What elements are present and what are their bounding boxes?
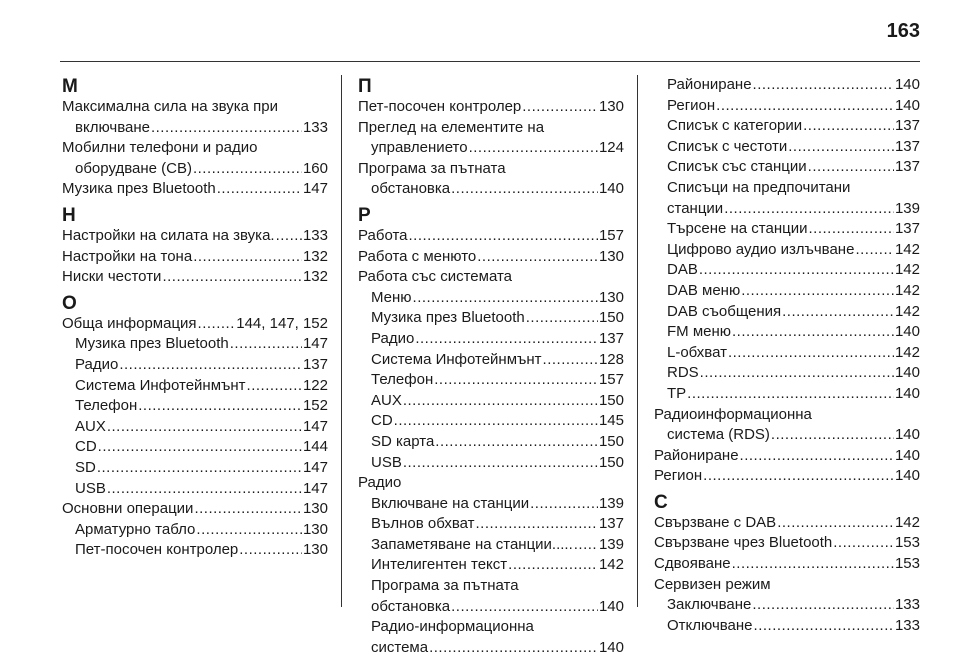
dot-leader: [97, 458, 302, 479]
entry-page: 130: [302, 500, 328, 518]
entry-text: Пет-посочен контролер: [358, 98, 522, 115]
index-entry: [654, 513, 920, 534]
dot-leader: [724, 199, 894, 220]
entry-page: 142: [894, 261, 920, 279]
index-letter: О: [62, 292, 77, 314]
entry-page: 130: [598, 247, 624, 265]
dot-leader: [700, 363, 894, 384]
column-divider-1: [341, 75, 342, 607]
entry-text: Списък с категории: [667, 117, 803, 135]
dot-leader: [451, 597, 598, 618]
dot-leader: [808, 157, 894, 178]
entry-text: L-обхват: [667, 343, 727, 361]
dot-leader: [403, 453, 598, 474]
entry-continuation: [62, 118, 328, 139]
entry-text: DAB съобщения: [667, 302, 782, 320]
entry-text: Програма за пътната: [371, 577, 519, 595]
dot-leader: [741, 281, 894, 302]
index-section: [62, 206, 328, 288]
entry-page: 142: [894, 281, 920, 299]
dot-leader: [803, 116, 894, 137]
dot-leader: [477, 247, 598, 268]
entry-page: 142: [598, 556, 624, 574]
index-subentry: [358, 391, 624, 412]
index-subentry: [62, 520, 328, 541]
index-subentry: [654, 178, 920, 219]
entry-page: 153: [894, 555, 920, 573]
entry-text: CD: [75, 438, 97, 456]
entry-page: 137: [598, 329, 624, 347]
dot-leader: [429, 638, 598, 659]
dot-leader: [409, 226, 598, 247]
entry-text-cont: станции: [667, 199, 724, 217]
index-subentry: [654, 322, 920, 343]
page-number: 163: [886, 20, 920, 42]
index-entry-heading: Сервизен режим: [654, 575, 771, 593]
dot-leader: [716, 96, 894, 117]
entry-page: 133: [302, 118, 328, 136]
index-subentry: [62, 458, 328, 479]
entry-page: 137: [598, 515, 624, 533]
index-subentry: [654, 384, 920, 405]
entry-text-cont: система: [371, 638, 429, 656]
index-subentry: [654, 137, 920, 158]
dot-leader: [162, 267, 302, 288]
index-subentry: [62, 355, 328, 376]
dot-leader: [522, 97, 598, 118]
index-entry: [358, 97, 624, 118]
dot-leader: [247, 376, 302, 397]
dot-leader: [508, 555, 598, 576]
entry-text: Цифрово аудио излъчване: [667, 240, 855, 258]
entry-text-cont: включване: [75, 118, 150, 136]
entry-text: Система Инфотейнмънт: [371, 350, 542, 368]
index-subentry: [654, 595, 920, 616]
entry-text: Отключване: [667, 616, 753, 634]
dot-leader: [740, 446, 894, 467]
entry-text: Списък със станции: [667, 158, 807, 176]
entry-text: Телефон: [75, 397, 138, 415]
dot-leader: [239, 540, 302, 561]
index-entry: [654, 554, 920, 575]
entry-text: Списъци на предпочитани: [667, 178, 851, 196]
dot-leader: [98, 437, 302, 458]
entry-text: TP: [667, 384, 687, 402]
dot-leader: [728, 343, 894, 364]
entry-page: 140: [894, 76, 920, 93]
entry-page: 128: [598, 350, 624, 368]
index-entry: [358, 118, 624, 159]
entry-text: Максимална сила на звука при: [62, 98, 279, 115]
entry-text: Радио: [371, 329, 415, 347]
entry-page: 147: [302, 479, 328, 497]
index-letter: С: [654, 491, 668, 513]
entry-continuation: [358, 179, 624, 200]
entry-page: 130: [302, 541, 328, 559]
index-section: [358, 206, 624, 658]
index-subentry: [358, 514, 624, 535]
dot-leader: [394, 411, 598, 432]
dot-leader: [574, 535, 598, 556]
index-subentry: [654, 75, 920, 96]
index-subentry: [358, 288, 624, 309]
entry-text: Вълнов обхват: [371, 515, 475, 533]
dot-leader: [151, 118, 302, 139]
dot-leader: [752, 595, 894, 616]
dot-leader: [753, 75, 894, 96]
index-subentry: [654, 343, 920, 364]
index-section: [654, 75, 920, 487]
index-subentry: [358, 350, 624, 371]
index-subentry: [358, 411, 624, 432]
dot-leader: [276, 226, 302, 247]
index-entry: [654, 533, 920, 554]
index-subentry: [358, 494, 624, 515]
entry-text: Свързване с DAB: [654, 513, 777, 531]
dot-leader: [434, 370, 598, 391]
index-subentry: [654, 219, 920, 240]
column-divider-2: [637, 75, 638, 607]
entry-text: Обща информация: [62, 314, 197, 332]
index-subentry: [62, 396, 328, 417]
entry-text: CD: [371, 412, 393, 430]
entry-text: DAB: [667, 261, 698, 279]
entry-text: Регион: [667, 96, 716, 114]
entry-continuation: [358, 638, 624, 659]
entry-page: 122: [302, 376, 328, 394]
entry-page: 140: [894, 364, 920, 382]
entry-text: Радио: [75, 355, 119, 373]
entry-page: 144: [302, 438, 328, 456]
entry-text: Настройки на силата на звука.: [62, 226, 275, 244]
entry-text: Ниски честоти: [62, 268, 162, 286]
entry-text: Райониране: [654, 446, 739, 464]
entry-text: Работа: [358, 226, 408, 244]
index-letter: М: [62, 76, 78, 97]
index-subentry: [62, 334, 328, 355]
entry-text: Арматурно табло: [75, 520, 196, 538]
entry-text: Основни операции: [62, 500, 194, 518]
index-entry: [62, 499, 328, 520]
entry-page: 140: [894, 426, 920, 444]
dot-leader: [809, 219, 894, 240]
dot-leader: [451, 179, 598, 200]
entry-page: 137: [894, 137, 920, 155]
index-subentry: [358, 370, 624, 391]
index-entry: [654, 446, 920, 467]
entry-page: 140: [894, 323, 920, 341]
entry-page: 137: [302, 355, 328, 373]
dot-leader: [107, 479, 302, 500]
entry-page: 147: [302, 180, 328, 198]
index-subentry: [654, 260, 920, 281]
index-entry: [358, 159, 624, 200]
entry-page: 124: [598, 139, 624, 157]
entry-text: Радиоинформационна: [654, 405, 812, 423]
dot-leader: [193, 247, 302, 268]
index-entry: [62, 267, 328, 288]
index-subentry: [654, 616, 920, 637]
dot-leader: [833, 533, 894, 554]
dot-leader: [194, 499, 302, 520]
entry-text: Музика през Bluetooth: [75, 335, 229, 353]
entry-text: Интелигентен текст: [371, 556, 508, 574]
entry-text: AUX: [371, 391, 402, 409]
entry-text: Радио-информационна: [371, 618, 534, 636]
entry-continuation: [358, 597, 624, 618]
index-letter: П: [358, 76, 372, 97]
entry-text: RDS: [667, 364, 699, 382]
entry-text: SD: [75, 458, 96, 476]
dot-leader: [754, 616, 894, 637]
entry-page: 140: [894, 467, 920, 485]
entry-text: AUX: [75, 417, 106, 435]
index-entry: [654, 405, 920, 446]
entry-text: Преглед на елементите на: [358, 118, 545, 136]
entry-text: Система Инфотейнмънт: [75, 376, 246, 394]
header-rule: [60, 61, 920, 62]
entry-page: 150: [598, 309, 624, 327]
dot-leader: [699, 260, 894, 281]
dot-leader: [788, 137, 894, 158]
entry-page: 130: [598, 98, 624, 115]
entry-continuation: [654, 425, 920, 446]
dot-leader: [703, 466, 894, 487]
index-subentry: [358, 576, 624, 617]
index-entry: [62, 247, 328, 268]
index-entry: [62, 179, 328, 200]
dot-leader: [732, 322, 894, 343]
entry-text-cont: управлението: [371, 139, 468, 157]
index-subentry: [62, 540, 328, 561]
entry-text: FM меню: [667, 323, 732, 341]
index-subentry: [654, 281, 920, 302]
index-entry: [62, 314, 328, 335]
dot-leader: [530, 494, 598, 515]
entry-text: USB: [371, 453, 402, 471]
dot-leader: [217, 179, 302, 200]
entry-page: 137: [894, 117, 920, 135]
entry-text: USB: [75, 479, 106, 497]
entry-text: Регион: [654, 467, 703, 485]
entry-continuation: [358, 138, 624, 159]
dot-leader: [138, 396, 302, 417]
dot-leader: [687, 384, 894, 405]
dot-leader: [543, 350, 598, 371]
index-subentry: [654, 363, 920, 384]
entry-page: 133: [302, 226, 328, 244]
index-section: [62, 294, 328, 561]
entry-page: 139: [894, 199, 920, 217]
index-entry-heading: Работа със системата: [358, 268, 512, 286]
entry-text: Сдвояване: [654, 555, 731, 573]
entry-page: 140: [894, 96, 920, 114]
entry-page: 142: [894, 240, 920, 258]
dot-leader: [855, 240, 894, 261]
entry-page: 150: [598, 391, 624, 409]
index-subentry: [654, 96, 920, 117]
index-section: [62, 77, 328, 200]
entry-page: 137: [894, 158, 920, 176]
column-2: [358, 75, 624, 664]
entry-page: 152: [302, 397, 328, 415]
entry-text: Запаметяване на станции.....: [371, 535, 573, 553]
entry-text: Мобилни телефони и радио: [62, 139, 258, 157]
dot-leader: [107, 417, 302, 438]
dot-leader: [198, 314, 236, 335]
entry-continuation: [62, 159, 328, 180]
entry-page: 140: [894, 384, 920, 402]
index-subentry: [358, 555, 624, 576]
index-subentry: [654, 240, 920, 261]
entry-page: 160: [302, 159, 328, 177]
dot-leader: [119, 355, 302, 376]
entry-text: Телефон: [371, 371, 434, 389]
entry-page: 132: [302, 268, 328, 286]
entry-page: 157: [598, 371, 624, 389]
dot-leader: [777, 513, 894, 534]
index-entry: [62, 226, 328, 247]
entry-text: Музика през Bluetooth: [62, 180, 216, 198]
entry-text: Райониране: [667, 76, 752, 93]
entry-text: Програма за пътната: [358, 159, 506, 177]
entry-text-cont: обстановка: [371, 180, 451, 198]
dot-leader: [230, 334, 302, 355]
dot-leader: [435, 432, 598, 453]
index-entry: [654, 466, 920, 487]
entry-text: Включване на станции: [371, 494, 530, 512]
entry-continuation: [654, 199, 920, 220]
index-subentry: [358, 329, 624, 350]
entry-page: 153: [894, 534, 920, 552]
column-3: [654, 75, 920, 642]
entry-text: Настройки на тона: [62, 247, 193, 265]
index-subentry: [62, 437, 328, 458]
entry-page: 157: [598, 226, 624, 244]
entry-page: 142: [894, 343, 920, 361]
entry-page: 150: [598, 432, 624, 450]
index-entry: [62, 97, 328, 138]
entry-page: 144, 147, 152: [236, 314, 328, 332]
entry-page: 137: [894, 220, 920, 238]
entry-page: 142: [894, 513, 920, 531]
dot-leader: [782, 302, 894, 323]
entry-text: Свързване чрез Bluetooth: [654, 534, 833, 552]
index-entry: [358, 226, 624, 247]
dot-leader: [469, 138, 598, 159]
index-subentry: [62, 417, 328, 438]
index-subentry: [358, 432, 624, 453]
entry-page: 139: [598, 494, 624, 512]
entry-text: DAB меню: [667, 281, 741, 299]
dot-leader: [732, 554, 894, 575]
dot-leader: [476, 514, 598, 535]
entry-text: Списък с честоти: [667, 137, 788, 155]
entry-page: 150: [598, 453, 624, 471]
dot-leader: [193, 159, 302, 180]
entry-page: 133: [894, 616, 920, 634]
column-1: [62, 75, 328, 567]
entry-text: Търсене на станции: [667, 220, 808, 238]
dot-leader: [771, 425, 894, 446]
entry-page: 133: [894, 596, 920, 614]
index-entry: [62, 138, 328, 179]
entry-page: 147: [302, 335, 328, 353]
index-subentry: [654, 116, 920, 137]
entry-page: 130: [302, 520, 328, 538]
entry-text: SD карта: [371, 432, 435, 450]
entry-page: 130: [598, 288, 624, 306]
entry-text: Меню: [371, 288, 412, 306]
entry-page: 147: [302, 417, 328, 435]
entry-text: Пет-посочен контролер: [75, 541, 239, 559]
index-letter: Н: [62, 204, 76, 226]
entry-text-cont: обстановка: [371, 597, 451, 615]
index-entry: [358, 247, 624, 268]
index-subentry: [654, 302, 920, 323]
entry-text: Работа с менюто: [358, 247, 477, 265]
index-entry-heading: Радио: [358, 474, 402, 492]
entry-page: 140: [894, 446, 920, 464]
dot-leader: [413, 288, 598, 309]
index-section: [654, 493, 920, 637]
dot-leader: [196, 520, 302, 541]
index-subentry: [358, 453, 624, 474]
entry-text-cont: оборудване (CB): [75, 159, 192, 177]
entry-page: 147: [302, 458, 328, 476]
entry-page: 140: [598, 597, 624, 615]
dot-leader: [415, 329, 598, 350]
index-subentry: [358, 308, 624, 329]
index-section: [358, 77, 624, 200]
entry-page: 142: [894, 302, 920, 320]
entry-text: Музика през Bluetooth: [371, 309, 525, 327]
index-letter: Р: [358, 204, 371, 226]
index-subentry: [62, 479, 328, 500]
entry-page: 145: [598, 412, 624, 430]
entry-text: Заключване: [667, 596, 752, 614]
entry-page: 140: [598, 638, 624, 656]
dot-leader: [526, 308, 598, 329]
index-subentry: [358, 535, 624, 556]
entry-page: 140: [598, 180, 624, 198]
entry-text-cont: система (RDS): [667, 426, 770, 444]
entry-page: 132: [302, 247, 328, 265]
entry-page: 139: [598, 535, 624, 553]
dot-leader: [403, 391, 598, 412]
index-subentry: [358, 617, 624, 658]
index-subentry: [654, 157, 920, 178]
index-subentry: [62, 376, 328, 397]
